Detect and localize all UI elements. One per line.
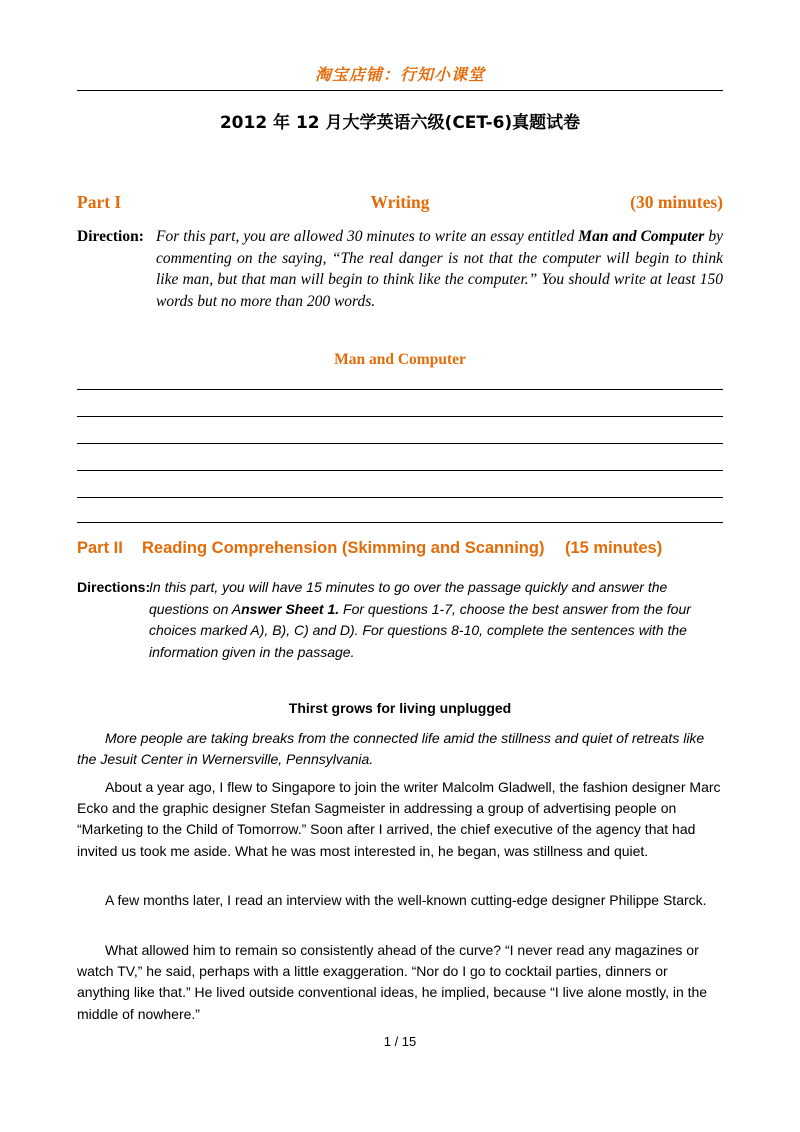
passage-paragraph: About a year ago, I flew to Singapore to join the writer Malcolm Gladwell, the fashion designer Marc Ecko and the graphic designer Stefan Sagmeister in addressing a group of advertising people on “Marketing to the Child of Tomorrow.” Soon after I arrived, the chief executive of the agency that had invited us took me aside. What he was most interested in, he began, was stillness and quiet. — [77, 779, 721, 859]
store-header: 淘宝店铺：行知小课堂 — [314, 65, 485, 84]
directions-label: Directions: — [77, 579, 151, 595]
writing-line — [77, 416, 723, 417]
writing-line — [77, 522, 723, 523]
direction-text — [156, 226, 723, 313]
passage-intro: More people are taking breaks from the connected life amid the stillness and quiet of retreats like the Jesuit Center in Wernersville, Pennsylvania. — [77, 730, 705, 768]
header-rule — [77, 90, 723, 91]
passage-paragraph: A few months later, I read an interview with the well-known cutting-edge designer Philippe Starck. — [105, 892, 707, 908]
part1-name: Writing — [370, 192, 430, 212]
direction-text-post: by commenting on the saying, “The real danger is not that the computer will begin to think like man, but that man will begin to think like the computer.” You should write at least 150 words but no more than 200 words. — [156, 228, 723, 311]
passage-paragraph: What allowed him to remain so consistently ahead of the curve? “I never read any magazines or watch TV,” he said, perhaps with a little exaggeration. “Nor do I go to cocktail parties, dinners or anything like that.” He lived outside conventional ideas, he implied, because “I live alone mostly, in the middle of nowhere.” — [77, 942, 708, 1022]
passage-title: Thirst grows for living unplugged — [288, 700, 512, 716]
writing-line — [77, 443, 723, 444]
essay-title: Man and Computer — [334, 351, 466, 368]
part2-label: Part II — [77, 539, 123, 557]
directions-text-post: For questions 1-7, choose the best answer from the four choices marked A), B), C) and D). For questions 8-10, complete the sentences with the information given in the passage. — [149, 600, 691, 660]
direction-text-pre: For this part, you are allowed 30 minutes to write an essay entitled — [156, 228, 579, 245]
page-number: 1 / 15 — [383, 1034, 417, 1049]
writing-line — [77, 497, 723, 498]
answer-sheet-ref: nswer Sheet 1. — [241, 600, 340, 617]
part1-label: Part I — [77, 192, 122, 212]
direction-label: Direction: — [77, 228, 144, 245]
directions-text-pre: In this part, you will have 15 minutes to go over the passage quickly and answer the questions on A — [149, 579, 668, 617]
writing-line — [77, 389, 723, 390]
part2-time: (15 minutes) — [565, 539, 663, 557]
part2-name: Reading Comprehension (Skimming and Scanning) — [142, 539, 545, 557]
part1-heading — [77, 192, 723, 216]
directions-text — [149, 577, 723, 663]
direction-essay-title: Man and Computer — [578, 228, 705, 245]
writing-line — [77, 470, 723, 471]
document-title: 2012 年 12 月大学英语六级(CET-6)真题试卷 — [219, 113, 581, 133]
part1-time: (30 minutes) — [630, 192, 723, 212]
